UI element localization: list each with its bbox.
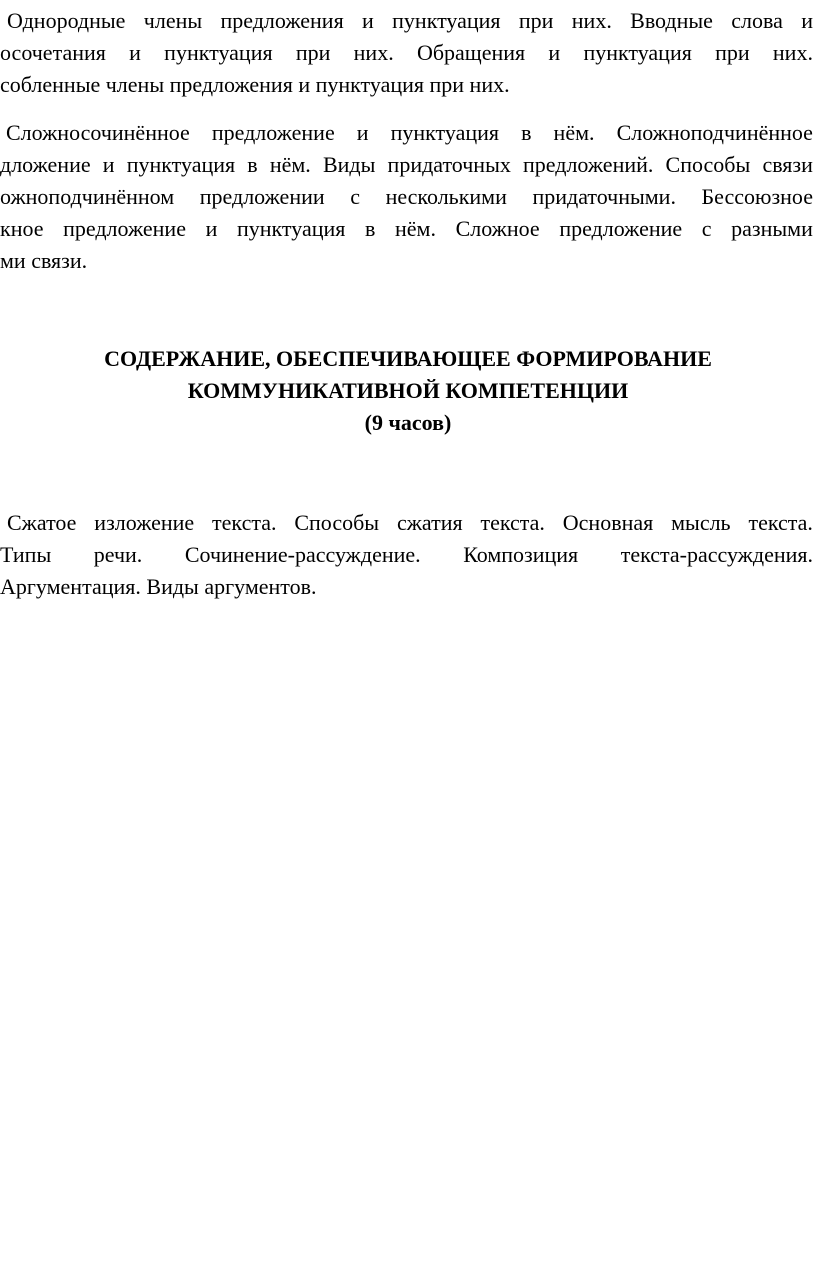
word: осочетания	[0, 40, 106, 65]
word: нём.	[269, 152, 311, 177]
word: них.	[571, 8, 612, 33]
word: текста.	[212, 510, 277, 535]
paragraph-2-line-5: ми связи.	[0, 248, 88, 273]
word: ожноподчинённом	[0, 184, 175, 209]
word: Сложносочинённое	[6, 120, 190, 145]
word: нём.	[553, 120, 595, 145]
word: предложение	[63, 216, 186, 241]
word: пунктуация	[126, 152, 236, 177]
word: Способы	[294, 510, 380, 535]
word: и	[356, 120, 369, 145]
word: и	[102, 152, 115, 177]
word: с	[701, 216, 712, 241]
word: Типы	[0, 542, 52, 567]
paragraph-1-line-1	[7, 9, 813, 35]
word: члены	[143, 8, 203, 33]
word: предложений.	[523, 152, 654, 177]
word: в	[247, 152, 258, 177]
word: и	[129, 40, 141, 65]
word: Сложноподчинённое	[616, 120, 813, 145]
word: предложение	[559, 216, 683, 241]
word: текста.	[480, 510, 545, 535]
paragraph-3-line-3: Аргументация. Виды аргументов.	[0, 574, 317, 599]
word: нём.	[395, 216, 436, 241]
section-heading-hours: (9 часов)	[364, 410, 452, 435]
word: при	[518, 8, 554, 33]
word: и	[548, 40, 561, 65]
word: предложении	[199, 184, 325, 209]
word: разными	[731, 216, 813, 241]
paragraph-2-line-3	[0, 185, 813, 211]
word: Основная	[562, 510, 654, 535]
word: пунктуация	[236, 216, 346, 241]
word: и	[362, 8, 374, 33]
section-heading-line-2: КОММУНИКАТИВНОЙ КОМПЕТЕНЦИИ	[187, 378, 629, 403]
word: Обращения	[416, 40, 526, 65]
word: придаточных	[387, 152, 511, 177]
paragraph-2-line-1	[6, 121, 813, 147]
word: в	[521, 120, 532, 145]
word: Сложное	[455, 216, 540, 241]
word: изложение	[94, 510, 195, 535]
word: текста.	[748, 510, 813, 535]
word: Виды	[322, 152, 376, 177]
paragraph-2-line-2	[0, 153, 813, 179]
word: и	[205, 216, 218, 241]
word: кное	[0, 216, 44, 241]
word: речи.	[93, 542, 143, 567]
word: предложение	[211, 120, 335, 145]
paragraph-1-line-3: собленные члены предложения и пунктуация при них.	[0, 72, 510, 97]
word: несколькими	[385, 184, 507, 209]
word: дложение	[0, 152, 91, 177]
word: Сочинение-рассуждение.	[184, 542, 421, 567]
word: при	[295, 40, 331, 65]
word: мысль	[671, 510, 731, 535]
paragraph-2-line-4	[0, 217, 813, 243]
paragraph-3-line-2	[0, 543, 813, 569]
word: придаточными.	[532, 184, 676, 209]
word: Способы	[665, 152, 751, 177]
word: и	[801, 8, 813, 33]
word: при	[715, 40, 750, 65]
paragraph-1-line-2	[0, 41, 813, 67]
word: сжатия	[396, 510, 463, 535]
word: Композиция	[463, 542, 579, 567]
word: них.	[772, 40, 813, 65]
word: текста-рассуждения.	[620, 542, 813, 567]
word: пунктуация	[392, 8, 501, 33]
word: с	[350, 184, 360, 209]
word: предложения	[220, 8, 344, 33]
word: пунктуация	[164, 40, 273, 65]
word: слова	[731, 8, 783, 33]
word: Сжатое	[7, 510, 77, 535]
word: в	[365, 216, 376, 241]
paragraph-3-line-1	[7, 511, 813, 537]
word: связи	[762, 152, 813, 177]
section-heading-line-1: СОДЕРЖАНИЕ, ОБЕСПЕЧИВАЮЩЕЕ ФОРМИРОВАНИЕ	[104, 346, 712, 371]
word: Вводные	[630, 8, 713, 33]
word: Однородные	[7, 8, 126, 33]
word: них.	[353, 40, 394, 65]
word: пунктуация	[583, 40, 692, 65]
word: Бессоюзное	[701, 184, 813, 209]
word: пунктуация	[390, 120, 500, 145]
